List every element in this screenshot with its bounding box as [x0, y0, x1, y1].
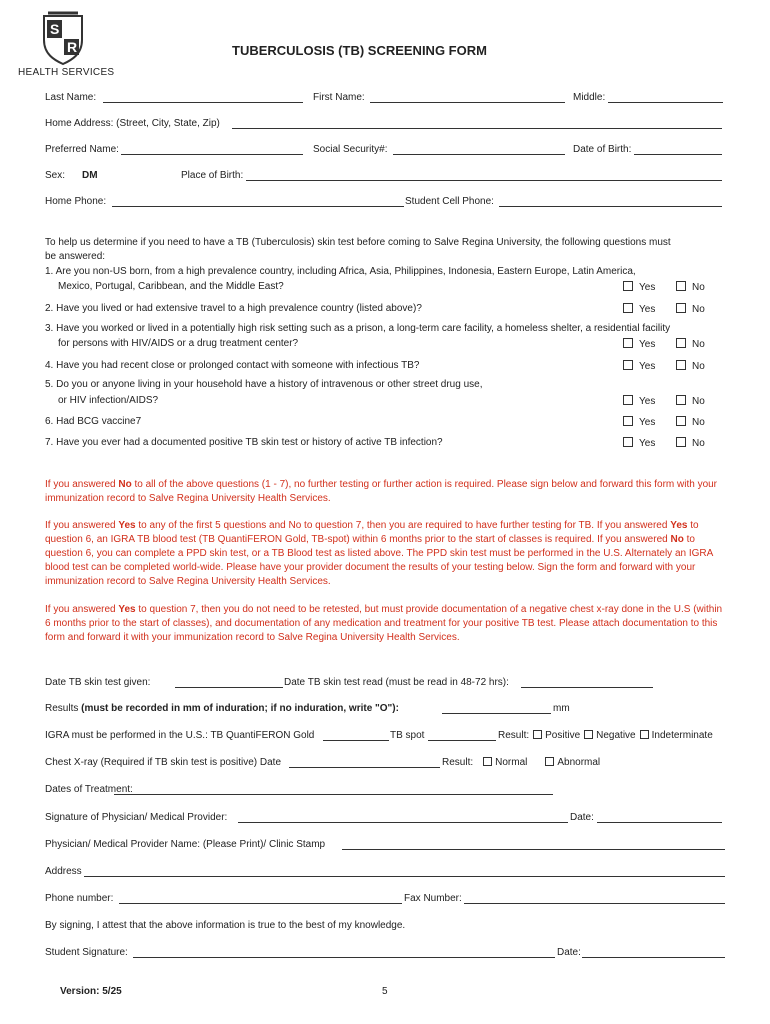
- treatment-field[interactable]: [114, 794, 553, 795]
- mm-label: mm: [553, 703, 570, 714]
- date-given-field[interactable]: [175, 687, 283, 688]
- student-date-field[interactable]: [582, 957, 725, 958]
- sex-value[interactable]: DM: [82, 170, 98, 181]
- checkbox-icon: [676, 416, 686, 426]
- q1-yes[interactable]: [623, 281, 655, 293]
- q3-no-label: No: [692, 339, 705, 350]
- first-name-field[interactable]: [370, 102, 565, 103]
- q1-no[interactable]: [676, 281, 705, 293]
- tb-spot-label: TB spot: [390, 730, 425, 741]
- checkbox-icon: [676, 360, 686, 370]
- results-field[interactable]: [442, 713, 551, 714]
- dob-field[interactable]: [634, 154, 722, 155]
- abnormal-checkbox[interactable]: [545, 757, 554, 766]
- igra-label: IGRA must be performed in the U.S.: TB QuantiFERON Gold: [45, 730, 315, 741]
- instruction-yes-q7: If you answered Yes to question 7, then you do not need to be retested, but must provide documentation of a negative chest x-ray done in the U.S (within 6 months prior to the start of classes), and documentation of any medication and treatment for your positive TB test. Please attach documentation to this form and forward it with your immunization record to Salve Regina University Health Services.: [45, 604, 723, 643]
- q3-no[interactable]: [676, 338, 705, 350]
- ssn-label: Social Security#:: [313, 144, 388, 155]
- signature-field[interactable]: [238, 822, 568, 823]
- fax-label: Fax Number:: [404, 893, 462, 904]
- negative-checkbox[interactable]: [584, 730, 593, 739]
- intro-line-2: be answered:: [45, 251, 106, 262]
- indeterminate-checkbox[interactable]: [640, 730, 649, 739]
- abnormal-label: Abnormal: [557, 757, 601, 768]
- negative-label: Negative: [596, 730, 636, 741]
- q5-yes-label: Yes: [639, 396, 656, 407]
- q4-yes-label: Yes: [639, 361, 656, 372]
- treatment-label: Dates of Treatment:: [45, 784, 133, 795]
- q2-no[interactable]: [676, 303, 705, 315]
- middle-label: Middle:: [573, 92, 606, 103]
- tb-spot-field[interactable]: [428, 740, 496, 741]
- page-number: 5: [382, 986, 388, 997]
- cell-phone-label: Student Cell Phone:: [405, 196, 494, 207]
- signature-date-field[interactable]: [597, 822, 722, 823]
- question-3-line-1: 3. Have you worked or lived in a potentially high risk setting such as a prison, a long-term care facility, a homeless shelter, a residential facility: [45, 323, 671, 334]
- question-3-line-2: for persons with HIV/AIDS or a drug treatment center?: [58, 338, 299, 349]
- question-5-line-2: or HIV infection/AIDS?: [58, 395, 159, 406]
- fax-field[interactable]: [464, 903, 725, 904]
- q1-yes-label: Yes: [639, 282, 656, 293]
- q3-yes[interactable]: [623, 338, 655, 350]
- last-name-field[interactable]: [103, 102, 303, 103]
- indeterminate-label: Indeterminate: [651, 730, 713, 741]
- checkbox-icon: [623, 360, 633, 370]
- q2-no-label: No: [692, 304, 705, 315]
- q7-yes[interactable]: [623, 437, 655, 449]
- question-1-line-1: 1. Are you non-US born, from a high prevalence country, including Africa, Asia, Philippines, Indonesia, Eastern Europe, Latin America,: [45, 266, 636, 277]
- phone-label: Phone number:: [45, 893, 114, 904]
- preferred-name-label: Preferred Name:: [45, 144, 119, 155]
- igra-gold-field[interactable]: [323, 740, 389, 741]
- q6-yes[interactable]: [623, 416, 655, 428]
- signature-date-label: Date:: [570, 812, 594, 823]
- checkbox-icon: [676, 395, 686, 405]
- q1-no-label: No: [692, 282, 705, 293]
- normal-checkbox[interactable]: [483, 757, 492, 766]
- q6-yes-label: Yes: [639, 417, 656, 428]
- address-label: Address: [45, 866, 82, 877]
- attest-text: By signing, I attest that the above information is true to the best of my knowledge.: [45, 920, 406, 931]
- q5-yes[interactable]: [623, 395, 655, 407]
- chest-result: [442, 757, 600, 768]
- checkbox-icon: [623, 416, 633, 426]
- last-name-label: Last Name:: [45, 92, 97, 103]
- logo: [38, 10, 88, 66]
- instruction-yes-first5: If you answered Yes to any of the first 5 questions and No to question 7, then you are required to have further testing for TB. If you answered Yes to question 6, an IGRA TB blood test (TB QuantiFERON Gold, TB-spot) within 6 months prior to the start of classes is required. If you answered No to question 6, you can complete a PPD skin test, or a TB Blood test as listed above. The PPD skin test must be performed in the U.S. Alternately an IGRA blood test can be completed world-wide. Please have your provider document the results of your testing below. Sign the form and forward with your immunization record to Salve Regina University Health Services.: [45, 520, 713, 587]
- question-5-line-1: 5. Do you or anyone living in your household have a history of intravenous or other street drug use,: [45, 379, 483, 390]
- logo-letter-r: R: [67, 39, 78, 55]
- signature-label: Signature of Physician/ Medical Provider:: [45, 812, 228, 823]
- q2-yes[interactable]: [623, 303, 655, 315]
- intro-line-1: To help us determine if you need to have a TB (Tuberculosis) skin test before coming to Salve Regina University, the following questions must: [45, 237, 671, 248]
- student-date-label: Date:: [557, 947, 581, 958]
- checkbox-icon: [623, 338, 633, 348]
- preferred-name-field[interactable]: [121, 154, 303, 155]
- checkbox-icon: [676, 281, 686, 291]
- chest-xray-label: Chest X-ray (Required if TB skin test is positive) Date: [45, 757, 282, 768]
- q7-no-label: No: [692, 438, 705, 449]
- instruction-no: If you answered No to all of the above questions (1 - 7), no further testing or further action is required. Please sign below and forward this form with your immunization record to Salve Regina University Health Services.: [45, 479, 718, 504]
- dob-label: Date of Birth:: [573, 144, 632, 155]
- checkbox-icon: [623, 281, 633, 291]
- checkbox-icon: [676, 338, 686, 348]
- version: Version: 5/25: [60, 986, 122, 997]
- checkbox-icon: [676, 303, 686, 313]
- checkbox-icon: [623, 437, 633, 447]
- ssn-field[interactable]: [393, 154, 565, 155]
- home-address-field[interactable]: [232, 128, 722, 129]
- q5-no-label: No: [692, 396, 705, 407]
- checkbox-icon: [623, 395, 633, 405]
- date-read-field[interactable]: [521, 687, 653, 688]
- question-7: 7. Have you ever had a documented positive TB skin test or history of active TB infection?: [45, 437, 443, 448]
- address-field[interactable]: [84, 876, 725, 877]
- normal-label: Normal: [495, 757, 528, 768]
- first-name-label: First Name:: [313, 92, 365, 103]
- home-address-label: Home Address: (Street, City, State, Zip): [45, 118, 220, 129]
- date-given-label: Date TB skin test given:: [45, 677, 151, 688]
- logo-letter-s: S: [50, 21, 60, 37]
- student-signature-field[interactable]: [133, 957, 555, 958]
- positive-checkbox[interactable]: [533, 730, 542, 739]
- q5-no[interactable]: [676, 395, 705, 407]
- provider-name-label: Physician/ Medical Provider Name: (Please Print)/ Clinic Stamp: [45, 839, 326, 850]
- q4-yes[interactable]: [623, 360, 655, 372]
- provider-name-field[interactable]: [342, 849, 725, 850]
- q2-yes-label: Yes: [639, 304, 656, 315]
- shield-icon: [38, 10, 88, 66]
- cell-phone-field[interactable]: [499, 206, 722, 207]
- checkbox-icon: [623, 303, 633, 313]
- checkbox-icon: [676, 437, 686, 447]
- student-signature-label: Student Signature:: [45, 947, 128, 958]
- results-label: Results (must be recorded in mm of induration; if no induration, write "O"):: [45, 703, 399, 714]
- q7-yes-label: Yes: [639, 438, 656, 449]
- chest-xray-date-field[interactable]: [289, 767, 440, 768]
- q4-no-label: No: [692, 361, 705, 372]
- home-phone-field[interactable]: [112, 206, 404, 207]
- q6-no[interactable]: [676, 416, 705, 428]
- q3-yes-label: Yes: [639, 339, 656, 350]
- place-of-birth-label: Place of Birth:: [181, 170, 244, 181]
- org-name: HEALTH SERVICES: [18, 67, 115, 78]
- q7-no[interactable]: [676, 437, 705, 449]
- q4-no[interactable]: [676, 360, 705, 372]
- igra-result: [498, 730, 713, 741]
- question-1-line-2: Mexico, Portugal, Caribbean, and the Middle East?: [58, 281, 284, 292]
- phone-field[interactable]: [119, 903, 402, 904]
- question-2: 2. Have you lived or had extensive travel to a high prevalence country (listed above)?: [45, 303, 422, 314]
- result-label: Result:: [498, 730, 530, 741]
- page-title: TUBERCULOSIS (TB) SCREENING FORM: [232, 43, 487, 58]
- place-of-birth-field[interactable]: [246, 180, 722, 181]
- sex-label: Sex:: [45, 170, 66, 181]
- q6-no-label: No: [692, 417, 705, 428]
- positive-label: Positive: [545, 730, 581, 741]
- home-phone-label: Home Phone:: [45, 196, 107, 207]
- middle-field[interactable]: [608, 102, 723, 103]
- question-6: 6. Had BCG vaccine7: [45, 416, 142, 427]
- date-read-label: Date TB skin test read (must be read in 48-72 hrs):: [284, 677, 509, 688]
- question-4: 4. Have you had recent close or prolonged contact with someone with infectious TB?: [45, 360, 420, 371]
- chest-result-label: Result:: [442, 757, 474, 768]
